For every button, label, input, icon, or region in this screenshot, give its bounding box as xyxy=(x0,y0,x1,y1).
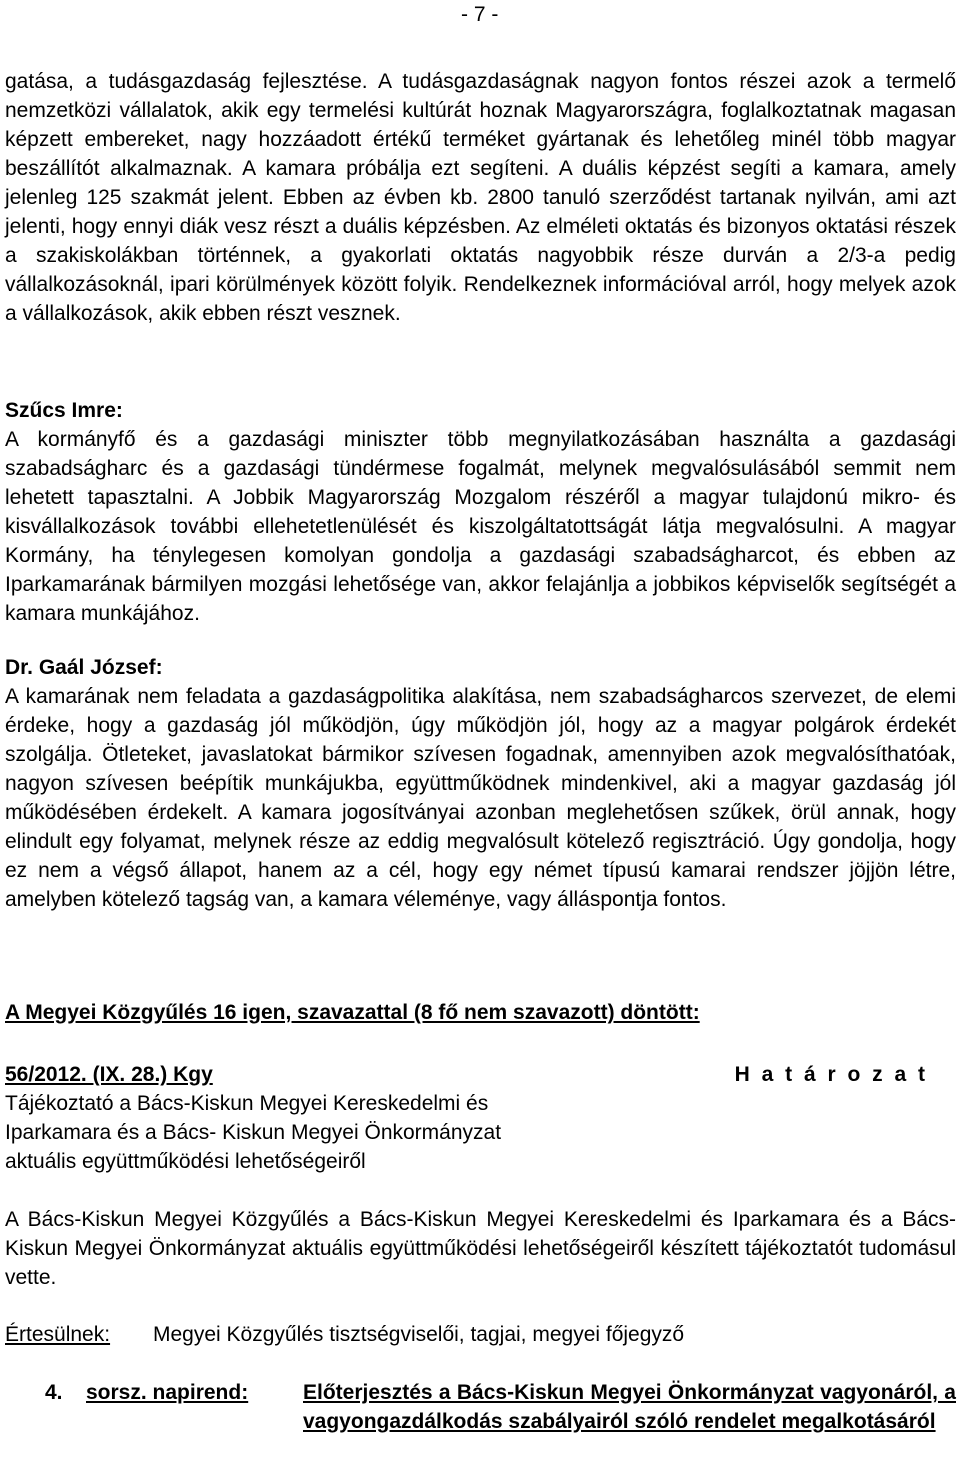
resolution-subject-line: Iparkamara és a Bács- Kiskun Megyei Önkormányzat xyxy=(5,1121,502,1144)
speaker-gaal-jozsef: Dr. Gaál József: xyxy=(5,656,163,679)
agenda-item xyxy=(45,1378,956,1465)
notify-text: Megyei Közgyűlés tisztségviselői, tagjai, megyei főjegyző xyxy=(153,1323,685,1346)
resolution-header xyxy=(5,1060,956,1089)
agenda-title: Előterjesztés a Bács-Kiskun Megyei Önkormányzat vagyonáról, a vagyongazdálkodás szabályairól szóló rendelet megalkotásáról xyxy=(303,1381,956,1433)
resolution-subject-line: aktuális együttműködési lehetőségeiről xyxy=(5,1150,366,1173)
resolution-subject-line: Tájékoztató a Bács-Kiskun Megyei Kereskedelmi és xyxy=(5,1092,489,1115)
notify-label: Értesülnek: xyxy=(5,1323,111,1346)
agenda-number: 4. xyxy=(45,1381,63,1404)
paragraph-szucs-imre: A kormányfő és a gazdasági miniszter több megnyilatkozásában használta a gazdasági szabadságharc és a gazdasági tündérmese fogalmát, melynek megvalósulásából semmit nem lehetett tapasztalni. A Jobbik Magyarország Mozgalom részéről a magyar tulajdonú mikro- és kisvállalkozások további ellehetetlenülését és kiszolgáltatottságát látja megvalósulni. A magyar Kormány, ha ténylegesen komolyan gondolja a gazdasági szabadságharcot, és ebben az Iparkamarának bármilyen mozgási lehetősége van, akkor felajánlja a jobbikos képviselők segítségét a kamara munkájához. xyxy=(5,428,956,625)
resolution-label: H a t á r o z a t xyxy=(734,1063,928,1086)
notification-row xyxy=(5,1320,956,1349)
paragraph-intro: gatása, a tudásgazdaság fejlesztése. A tudásgazdaságnak nagyon fontos részei azok a termelő nemzetközi vállalatok, akik egy termelési kultúrát hoznak Magyarországra, foglalkoztatnak magasan képzett embereket, nagy hozzáadott értékű terméket gyártanak és lehetőleg minél több magyar beszállítót alkalmaznak. A kamara próbálja ezt segíteni. A duális képzést segíti a kamara, amely jelenleg 125 szakmát jelent. Ebben az évben kb. 2800 tanuló szerződést tartanak nyilván, ami azt jelenti, hogy ennyi diák vesz részt a duális képzésben. Az elméleti oktatás és bizonyos oktatási részek a szakiskolákban történnek, a gyakorlati oktatás nagyobbik része durván a 2/3-a pedig vállalkozásoknál, ipari körülmények között folyik. Rendelkeznek információval arról, hogy melyek azok a vállalkozások, akik ebben részt vesznek. xyxy=(5,70,956,325)
page-number: - 7 - xyxy=(461,3,499,26)
vote-result: A Megyei Közgyűlés 16 igen, szavazattal (8 fő nem szavazott) döntött: xyxy=(5,1001,700,1024)
agenda-label: sorsz. napirend: xyxy=(86,1381,249,1404)
paragraph-gaal-jozsef: A kamarának nem feladata a gazdaságpolitika alakítása, nem szabadságharcos szervezet, de elemi érdeke, hogy a gazdaság jól működjön, úgy működjön jól, hogy az a magyar polgárok érdekét szolgálja. Ötleteket, javaslatokat bármikor szívesen fogadnak, amennyiben azok megvalósíthatóak, nagyon szívesen beépítik munkájukba, együttműködnek mindenkivel, aki a magyar gazdaság jól működésében érdekelt. A kamara jogosítványai azonban meglehetősen szűkek, örül annak, hogy elindult egy folyamat, melynek része az eddig megvalósult kötelező regisztráció. Úgy gondolja, hogy ez nem a végső állapot, hanem az a cél, hogy egy német típusú kamarai rendszer jöjjön létre, amelyben kötelező tagság van, a kamara véleménye, vagy álláspontja fontos. xyxy=(5,685,956,911)
speaker-szucs-imre: Szűcs Imre: xyxy=(5,399,123,422)
resolution-body: A Bács-Kiskun Megyei Közgyűlés a Bács-Kiskun Megyei Kereskedelmi és Iparkamara és a Bács- Kiskun Megyei Önkormányzat aktuális együttműködési lehetőségeiről készített tájékoztatót tudomásul vette. xyxy=(5,1208,956,1289)
resolution-subject xyxy=(5,1089,501,1176)
resolution-number: 56/2012. (IX. 28.) Kgy xyxy=(5,1063,213,1086)
